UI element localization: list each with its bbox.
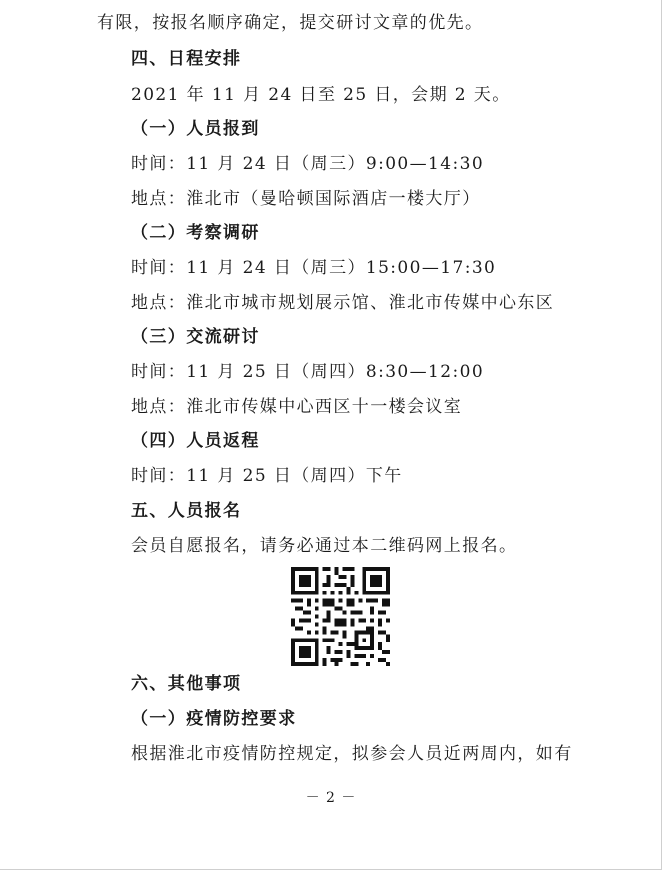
text-line: 时间：11 月 25 日（周四）下午	[131, 466, 403, 486]
subsection-heading: （四）人员返程	[131, 431, 260, 451]
section-heading: 五、人员报名	[131, 501, 242, 521]
page-number: － 2 －	[305, 790, 357, 806]
qr-code-image	[291, 567, 390, 666]
subsection-heading: （一）疫情防控要求	[131, 709, 297, 729]
text-line: 地点：淮北市（曼哈顿国际酒店一楼大厅）	[131, 189, 481, 209]
subsection-heading: （一）人员报到	[131, 119, 260, 139]
text-line: 时间：11 月 25 日（周四）8:30—12:00	[131, 362, 485, 382]
subsection-heading: （三）交流研讨	[131, 327, 260, 347]
section-heading: 四、日程安排	[131, 49, 242, 69]
text-line: 2021 年 11 月 24 日至 25 日，会期 2 天。	[131, 85, 511, 105]
text-line: 会员自愿报名，请务必通过本二维码网上报名。	[131, 536, 518, 556]
section-heading: 六、其他事项	[131, 674, 242, 694]
text-line: 地点：淮北市城市规划展示馆、淮北市传媒中心东区	[131, 293, 555, 313]
text-line: 地点：淮北市传媒中心西区十一楼会议室	[131, 397, 463, 417]
text-line: 有限，按报名顺序确定，提交研讨文章的优先。	[97, 13, 484, 33]
text-line: 根据淮北市疫情防控规定，拟参会人员近两周内，如有	[131, 744, 573, 764]
text-line: 时间：11 月 24 日（周三）9:00—14:30	[131, 154, 485, 174]
text-line: 时间：11 月 24 日（周三）15:00—17:30	[131, 258, 497, 278]
subsection-heading: （二）考察调研	[131, 223, 260, 243]
